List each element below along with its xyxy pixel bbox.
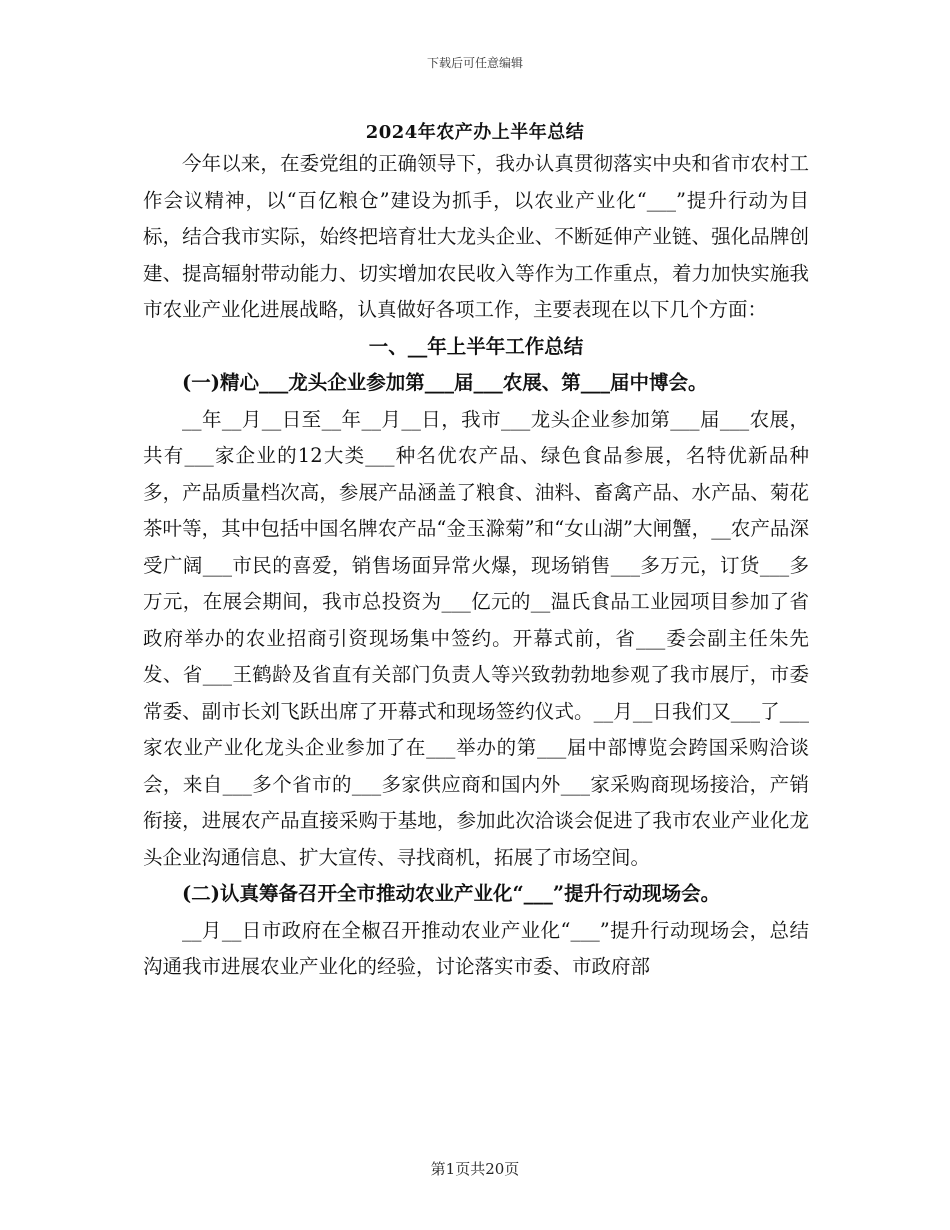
subsection-2-paragraph: __月__日市政府在全椒召开推动农业产业化“___”提升行动现场会，总结沟通我市进展农业产业化的经验，讨论落实市委、市政府部	[143, 918, 809, 978]
document-title: 2024年农产办上半年总结	[365, 122, 585, 143]
subsection-1-paragraph: __年__月__日至__年__月__日，我市___龙头企业参加第___届___农展，共有___家企业的12大类___种名优农产品、绿色食品参展，名特优新品种多，产品质量档次高，参展产品涵盖了粮食、油料、畜禽产品、水产品、菊花茶叶等，其中包括中国名牌农产品“金玉滁菊”和“女山湖”大闸蟹，__农产品深受广阔___市民的喜爱，销售场面异常火爆，现场销售___多万元，订货___多万元，在展会期间，我市总投资为___亿元的__温氏食品工业园项目参加了省政府举办的农业招商引资现场集中签约。开幕式前，省___委会副主任朱先发、省___王鹤龄及省直有关部门负责人等兴致勃勃地参观了我市展厅，市委常委、副市长刘飞跃出席了开幕式和现场签约仪式。__月__日我们又___了___家农业产业化龙头企业参加了在___举办的第___届中部博览会跨国采购洽谈会，来自___多个省市的___多家供应商和国内外___家采购商现场接洽，产销衔接，进展农产品直接采购于基地，参加此次洽谈会促进了我市农业产业化龙头企业沟通信息、扩大宣传、寻找商机，拓展了市场空间。	[143, 407, 809, 869]
section-heading-1: 一、__年上半年工作总结	[368, 334, 584, 358]
intro-paragraph: 今年以来，在委党组的正确领导下，我办认真贯彻落实中央和省市农村工作会议精神，以“百亿粮仓”建设为抓手，以农业产业化“___”提升行动为目标，结合我市实际，始终把培育壮大龙头企业、不断延伸产业链、强化品牌创建、提高辐射带动能力、切实增加农民收入等作为工作重点，着力加快实施我市农业产业化进展战略，认真做好各项工作，主要表现在以下几个方面：	[143, 152, 809, 321]
document-body	[143, 146, 809, 986]
subsection-heading-1: (一)精心___龙头企业参加第___届___农展、第___届中博会。	[182, 371, 708, 394]
subsection-heading-2: (二)认真筹备召开全市推动农业产业化“___”提升行动现场会。	[182, 882, 721, 905]
page-header-note: 下载后可任意编辑	[426, 56, 523, 70]
page-footer: 第1页共20页	[430, 1160, 520, 1178]
